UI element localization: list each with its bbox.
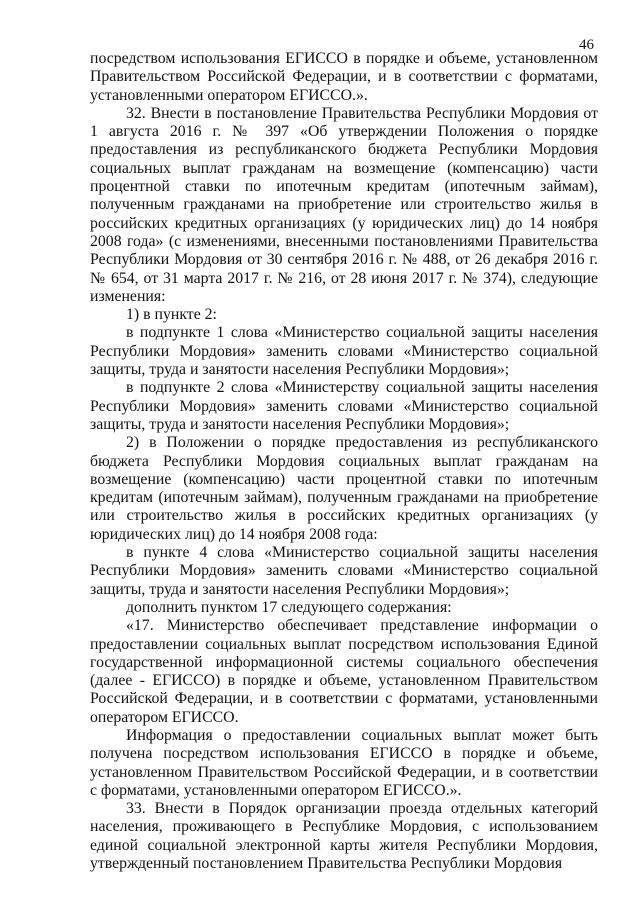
paragraph-continuation: посредством использования ЕГИССО в порядке и объеме, установленном Правительством Российской Федерации, и в соответствии с форматами, установленными оператором ЕГИССО.». bbox=[90, 50, 598, 104]
paragraph-information: Информация о предоставлении социальных выплат может быть получена посредством использования ЕГИССО в порядке и объеме, установленном Правительством Российской Федерации, и в соответствии с форматами, установленными оператором ЕГИССО.». bbox=[90, 726, 598, 799]
paragraph-item-32: 32. Внести в постановление Правительства Республики Мордовия от 1 августа 2016 г. № 397 «Об утверждении Положения о порядке предоставления из республиканского бюджета Республики Мордовия социальных выплат гражданам на возмещение (компенсацию) части процентной ставки по ипотечным кредитам (ипотечным займам), полученным гражданами на приобретение или строительство жилья в российских кредитных организациях (у юридических лиц) до 14 ноября 2008 года» (с изменениями, внесенными постановлениями Правительства Республики Мордовия от 30 сентября 2016 г. № 488, от 26 декабря 2016 г. № 654, от 31 марта 2017 г. № 216, от 28 июня 2017 г. № 374), следующие изменения: bbox=[90, 104, 598, 305]
paragraph-subitem-2: 2) в Положении о порядке предоставления из республиканского бюджета Республики Мордовия социальных выплат гражданам на возмещение (компенсацию) части процентной ставки по ипотечным кредитам (ипотечным займам), полученным гражданами на приобретение или строительство жилья в российских кредитных организациях (у юридических лиц) до 14 ноября 2008 года: bbox=[90, 434, 598, 543]
paragraph-point-17-text: «17. Министерство обеспечивает представление информации о предоставлении социальных выплат посредством использования Единой государственной информационной системы социального обеспечения (далее - ЕГИССО) в порядке и объеме, установленном Правительством Российской Федерации, и в соответствии с форматами, установленными оператором ЕГИССО. bbox=[90, 617, 598, 726]
paragraph-item-33: 33. Внести в Порядок организации проезда отдельных категорий населения, проживающего в Республике Мордовия, с использованием единой социальной электронной карты жителя Республики Мордовия, утвержденный постановлением Правительства Республики Мордовия bbox=[90, 800, 598, 873]
paragraph-subitem-1: 1) в пункте 2: bbox=[126, 306, 217, 324]
paragraph-subpoint-1: в подпункте 1 слова «Министерство социальной защиты населения Республики Мордовия» заменить словами «Министерство социальной защиты, труда и занятости населения Республики Мордовия»; bbox=[90, 324, 598, 379]
paragraph-point-4: в пункте 4 слова «Министерство социальной защиты населения Республики Мордовия» заменить словами «Министерство социальной защиты, труда и занятости населения Республики Мордовия»; bbox=[90, 544, 598, 598]
document-body bbox=[90, 50, 598, 873]
paragraph-subpoint-2: в подпункте 2 слова «Министерству социальной защиты населения Республики Мордовия» заменить словами «Министерство социальной защиты, труда и занятости населения Республики Мордовия»; bbox=[90, 379, 598, 433]
page-number: 46 bbox=[579, 37, 594, 53]
paragraph-add-point-17: дополнить пунктом 17 следующего содержания: bbox=[126, 598, 452, 616]
